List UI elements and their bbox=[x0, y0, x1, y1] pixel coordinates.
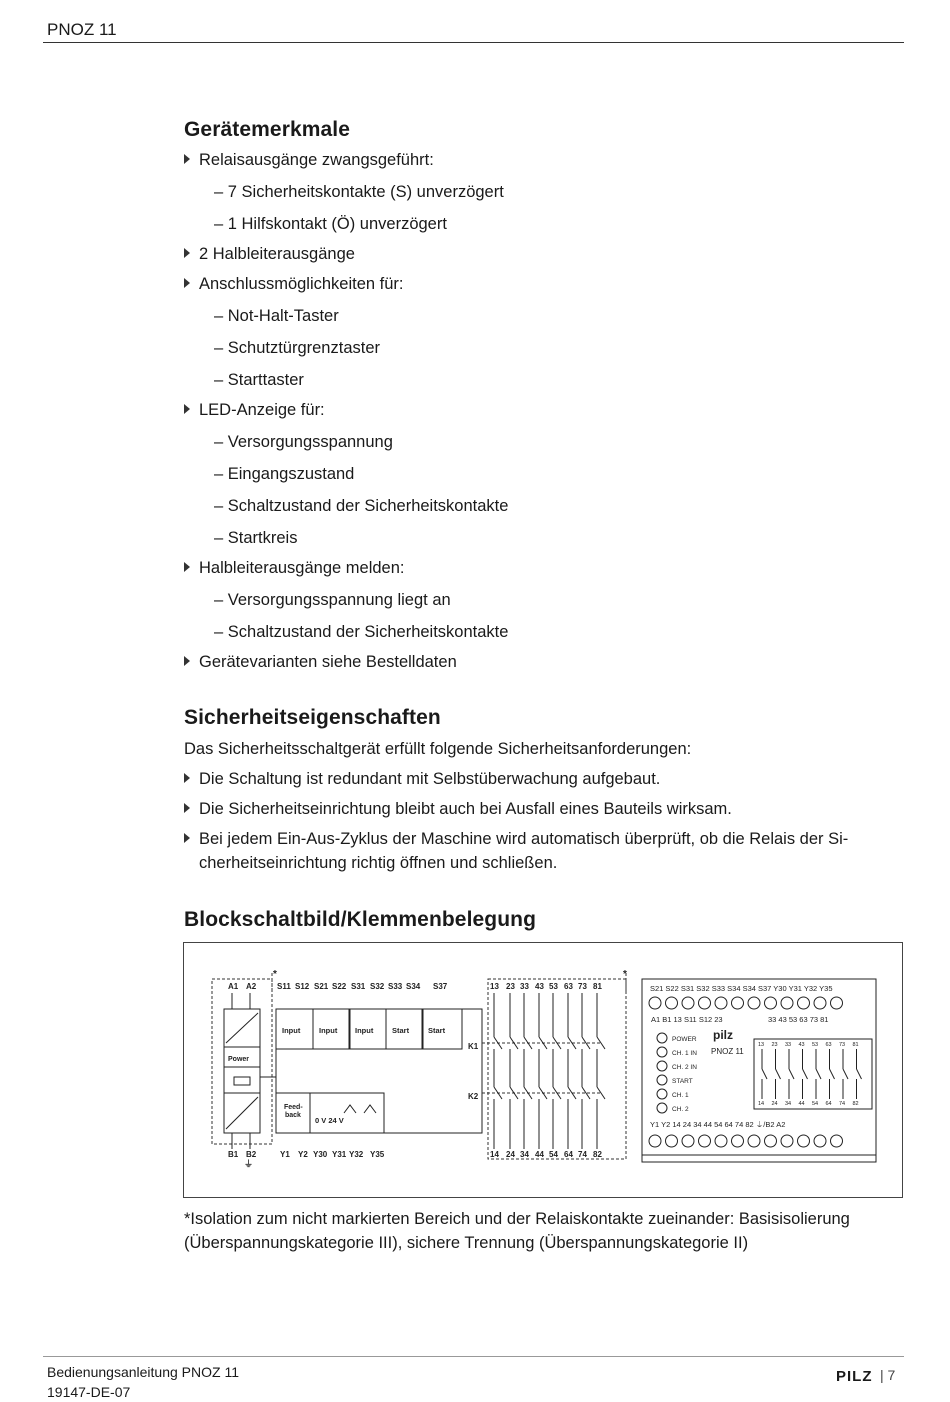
circuit-schematic bbox=[212, 969, 627, 1169]
terminal-screw bbox=[781, 1135, 793, 1147]
terminal-label: Y32 bbox=[349, 1150, 364, 1159]
block-label: Start bbox=[392, 1026, 410, 1035]
terminal-screw bbox=[732, 1135, 744, 1147]
terminal-label: Y31 bbox=[332, 1150, 347, 1159]
terminal-label: 74 bbox=[578, 1150, 587, 1159]
terminal-screw bbox=[649, 1135, 661, 1147]
device-terminals-row2: A1 B1 13 S11 S12 23 bbox=[651, 1015, 723, 1024]
device-top-terminals: S21 S22 S31 S32 S33 S34 S34 S37 Y30 Y31 Y32 Y35 bbox=[650, 984, 833, 993]
terminal-label: S12 bbox=[295, 982, 310, 991]
ground-icon: ⏚ bbox=[244, 1159, 254, 1169]
device-model: PNOZ 11 bbox=[711, 1047, 744, 1056]
terminal-label: Y30 bbox=[313, 1150, 328, 1159]
device-terminals-row2: 33 43 53 63 73 81 bbox=[768, 1015, 829, 1024]
isolation-boundary bbox=[488, 979, 626, 1159]
terminal-label: A1 bbox=[228, 982, 239, 991]
terminal-screw bbox=[814, 1135, 826, 1147]
terminal-label: 33 bbox=[520, 982, 529, 991]
contact-k1 bbox=[510, 1037, 518, 1049]
terminal-label: 53 bbox=[549, 982, 558, 991]
contact-k2 bbox=[510, 1087, 518, 1099]
contact-k2 bbox=[539, 1087, 547, 1099]
footer-divider bbox=[43, 1356, 904, 1357]
inner-terminal: 24 bbox=[771, 1101, 778, 1107]
logic-block bbox=[276, 1009, 482, 1133]
terminal-label: 63 bbox=[564, 982, 573, 991]
inner-terminal: 13 bbox=[758, 1042, 765, 1048]
terminal-screw bbox=[699, 1135, 711, 1147]
device-front-view bbox=[642, 979, 876, 1162]
block-diagram bbox=[184, 943, 904, 1199]
led-indicator bbox=[657, 1089, 667, 1099]
contact-k2 bbox=[524, 1087, 532, 1099]
contact-k1 bbox=[494, 1037, 502, 1049]
terminal-screw bbox=[732, 997, 744, 1009]
feature-subitem: – Versorgungsspannung bbox=[214, 433, 393, 451]
safety-item: Die Schaltung ist redundant mit Selbstüberwachung aufgebaut. bbox=[184, 767, 660, 791]
led-label: POWER bbox=[672, 1036, 697, 1043]
inner-terminal: 23 bbox=[771, 1042, 778, 1048]
terminal-label: S32 bbox=[370, 982, 385, 991]
device-contact-panel bbox=[754, 1039, 872, 1109]
feature-bullet: 2 Halbleiterausgänge bbox=[184, 242, 355, 266]
contact-k2 bbox=[494, 1087, 502, 1099]
terminal-label: B1 bbox=[228, 1150, 239, 1159]
inner-terminal: 43 bbox=[798, 1042, 805, 1048]
terminal-label: 34 bbox=[520, 1150, 529, 1159]
feature-subitem: – Schutztürgrenztaster bbox=[214, 339, 380, 357]
inner-terminal: 33 bbox=[785, 1042, 792, 1048]
terminal-label: S31 bbox=[351, 982, 366, 991]
terminal-label: 64 bbox=[564, 1150, 573, 1159]
terminal-label: 43 bbox=[535, 982, 544, 991]
terminal-label: S22 bbox=[332, 982, 347, 991]
safety-item: Bei jedem Ein-Aus-Zyklus der Maschine wird automatisch überprüft, ob die Relais der Si-cherheitseinrichtung richtig öffnen und schließen. bbox=[184, 827, 904, 875]
bullet-arrow-icon bbox=[184, 773, 190, 783]
terminal-screw bbox=[798, 997, 810, 1009]
terminal-screw bbox=[666, 997, 678, 1009]
bullet-arrow-icon bbox=[184, 278, 190, 288]
block-heading: Blockschaltbild/Klemmenbelegung bbox=[184, 908, 536, 931]
led-label: CH. 1 IN bbox=[672, 1050, 697, 1057]
safety-intro: Das Sicherheitsschaltgerät erfüllt folgende Sicherheitsanforderungen: bbox=[184, 740, 692, 758]
terminal-label: Y1 bbox=[280, 1150, 290, 1159]
bullet-arrow-icon bbox=[184, 656, 190, 666]
feedback-label: back bbox=[285, 1112, 301, 1119]
terminal-label: 54 bbox=[549, 1150, 558, 1159]
terminal-screw bbox=[715, 997, 727, 1009]
terminal-label: 44 bbox=[535, 1150, 544, 1159]
header-divider bbox=[43, 42, 904, 43]
footer-manual-title: Bedienungsanleitung PNOZ 11 bbox=[47, 1364, 239, 1380]
feature-subitem: – 1 Hilfskontakt (Ö) unverzögert bbox=[214, 215, 447, 233]
feature-subitem: – Startkreis bbox=[214, 529, 298, 547]
led-label: CH. 2 IN bbox=[672, 1064, 697, 1071]
feature-subitem: – Versorgungsspannung liegt an bbox=[214, 591, 451, 609]
terminal-label: S34 bbox=[406, 982, 421, 991]
terminal-screw bbox=[814, 997, 826, 1009]
bullet-arrow-icon bbox=[184, 803, 190, 813]
isolation-star: * bbox=[273, 969, 277, 980]
terminal-screw bbox=[831, 1135, 843, 1147]
terminal-screw bbox=[682, 997, 694, 1009]
block-label: Input bbox=[319, 1026, 338, 1035]
inner-terminal: 81 bbox=[852, 1042, 859, 1048]
block-label: Input bbox=[355, 1026, 374, 1035]
safety-heading: Sicherheitseigenschaften bbox=[184, 706, 441, 729]
features-heading: Gerätemerkmale bbox=[184, 118, 351, 141]
inner-terminal: 64 bbox=[825, 1101, 832, 1107]
bullet-arrow-icon bbox=[184, 248, 190, 258]
terminal-label: 81 bbox=[593, 982, 602, 991]
feature-subitem: – Starttaster bbox=[214, 371, 304, 389]
inner-terminal: 73 bbox=[839, 1042, 846, 1048]
power-label: Power bbox=[228, 1056, 250, 1063]
terminal-label: 82 bbox=[593, 1150, 602, 1159]
transistor-icon bbox=[344, 1105, 376, 1113]
led-label: CH. 2 bbox=[672, 1106, 689, 1113]
inner-terminal: 53 bbox=[812, 1042, 819, 1048]
inner-terminal: 34 bbox=[785, 1101, 792, 1107]
feature-subitem: – Schaltzustand der Sicherheitskontakte bbox=[214, 623, 509, 641]
feature-subitem: – Eingangszustand bbox=[214, 465, 355, 483]
contact-k1 bbox=[524, 1037, 532, 1049]
inner-terminal: 82 bbox=[852, 1101, 859, 1107]
block-label: Start bbox=[428, 1026, 446, 1035]
terminal-screw bbox=[748, 1135, 760, 1147]
footer-doc-number: 19147-DE-07 bbox=[47, 1384, 131, 1400]
inner-terminal: 44 bbox=[798, 1101, 805, 1107]
led-indicator bbox=[657, 1103, 667, 1113]
relay-label-k2: K2 bbox=[468, 1092, 479, 1101]
fuse-icon bbox=[234, 1077, 250, 1085]
terminal-label: 13 bbox=[490, 982, 499, 991]
relay-label-k1: K1 bbox=[468, 1042, 479, 1051]
feature-bullet: LED-Anzeige für: bbox=[184, 398, 325, 422]
led-indicator bbox=[657, 1047, 667, 1057]
led-label: START bbox=[672, 1078, 693, 1085]
contact-k1 bbox=[539, 1037, 547, 1049]
terminal-screw bbox=[798, 1135, 810, 1147]
terminal-label: Y2 bbox=[298, 1150, 308, 1159]
feature-bullet: Anschlussmöglichkeiten für: bbox=[184, 272, 404, 296]
led-indicator bbox=[657, 1075, 667, 1085]
feature-bullet: Gerätevarianten siehe Bestelldaten bbox=[184, 650, 457, 674]
block-diagram-figure bbox=[183, 942, 903, 1198]
inner-terminal: 54 bbox=[812, 1101, 819, 1107]
inner-terminal: 14 bbox=[758, 1101, 765, 1107]
feature-bullet: Relaisausgänge zwangsgeführt: bbox=[184, 148, 434, 172]
feature-bullet: Halbleiterausgänge melden: bbox=[184, 556, 404, 580]
terminal-label: S33 bbox=[388, 982, 403, 991]
feedback-label: Feed- bbox=[284, 1104, 303, 1111]
device-brand: pilz bbox=[713, 1028, 733, 1042]
terminal-label: 24 bbox=[506, 1150, 515, 1159]
terminal-label: 73 bbox=[578, 982, 587, 991]
terminal-screw bbox=[715, 1135, 727, 1147]
terminal-label: A2 bbox=[246, 982, 257, 991]
output-block bbox=[310, 1093, 384, 1133]
page-number: | 7 bbox=[880, 1367, 896, 1383]
bullet-arrow-icon bbox=[184, 404, 190, 414]
footer-info bbox=[47, 1362, 239, 1402]
terminal-screw bbox=[666, 1135, 678, 1147]
terminal-screw bbox=[748, 997, 760, 1009]
feature-subitem: – 7 Sicherheitskontakte (S) unverzögert bbox=[214, 183, 504, 201]
terminal-screw bbox=[831, 997, 843, 1009]
led-indicator bbox=[657, 1061, 667, 1071]
device-bottom-terminals: Y1 Y2 14 24 34 44 54 64 74 82 ⏚/B2 A2 bbox=[650, 1120, 786, 1129]
terminal-label: 14 bbox=[490, 1150, 499, 1159]
bullet-arrow-icon bbox=[184, 154, 190, 164]
inner-terminal: 63 bbox=[825, 1042, 832, 1048]
block-label: Input bbox=[282, 1026, 301, 1035]
feature-subitem: – Schaltzustand der Sicherheitskontakte bbox=[214, 497, 509, 515]
terminal-screw bbox=[649, 997, 661, 1009]
terminal-screw bbox=[699, 997, 711, 1009]
led-indicator bbox=[657, 1033, 667, 1043]
terminal-screw bbox=[682, 1135, 694, 1147]
inner-terminal: 74 bbox=[839, 1101, 846, 1107]
terminal-label: B2 bbox=[246, 1150, 257, 1159]
terminal-screw bbox=[765, 997, 777, 1009]
isolation-star: * bbox=[623, 969, 627, 980]
terminal-label: S21 bbox=[314, 982, 329, 991]
led-label: CH. 1 bbox=[672, 1092, 689, 1099]
terminal-label: S37 bbox=[433, 982, 448, 991]
terminal-label: 23 bbox=[506, 982, 515, 991]
terminal-label: Y35 bbox=[370, 1150, 385, 1159]
terminal-screw bbox=[765, 1135, 777, 1147]
feature-subitem: – Not-Halt-Taster bbox=[214, 307, 339, 325]
bullet-arrow-icon bbox=[184, 562, 190, 572]
terminal-label: S11 bbox=[277, 982, 291, 991]
running-header: PNOZ 11 bbox=[47, 20, 117, 39]
footnote: *Isolation zum nicht markierten Bereich und der Relaiskontakte zueinander: Basisisolierung (Überspannungskategorie III), sichere Trennung (Überspannungskategorie II) bbox=[184, 1210, 850, 1252]
pilz-logo: PILZ bbox=[836, 1368, 873, 1385]
bullet-arrow-icon bbox=[184, 833, 190, 843]
safety-item: Die Sicherheitseinrichtung bleibt auch bei Ausfall eines Bauteils wirksam. bbox=[184, 797, 732, 821]
voltage-label: 0 V 24 V bbox=[315, 1116, 344, 1125]
terminal-screw bbox=[781, 997, 793, 1009]
